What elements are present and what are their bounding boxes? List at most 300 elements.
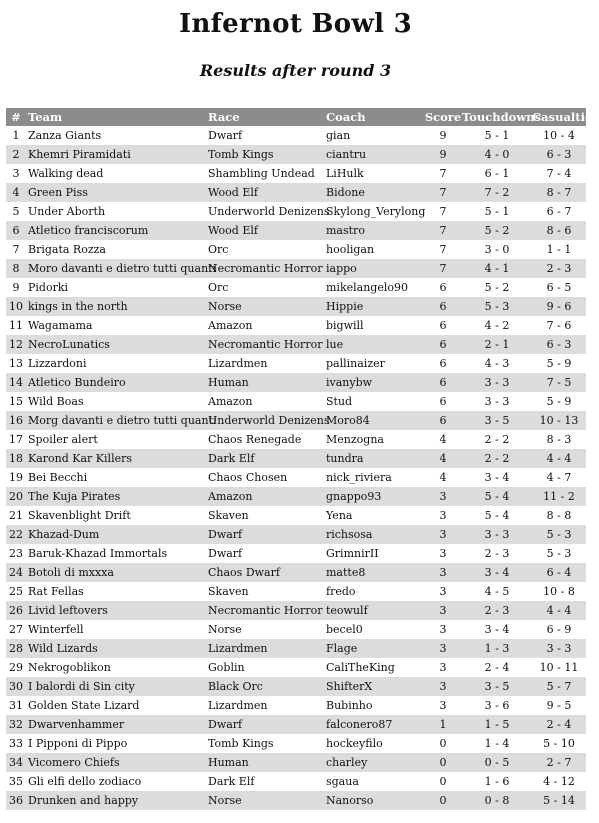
table-row — [6, 316, 586, 335]
cell-casualties: 6 - 9 — [546, 623, 572, 636]
cell-score: 4 — [439, 433, 447, 446]
cell-race: Chaos Dwarf — [208, 566, 280, 579]
cell-rank: 7 — [12, 243, 20, 256]
cell-team: Bei Becchi — [28, 471, 88, 484]
table-row — [6, 563, 586, 582]
cell-rank: 27 — [9, 623, 23, 636]
cell-team: Atletico franciscorum — [28, 224, 149, 237]
cell-touchdowns: 5 - 4 — [484, 509, 510, 522]
cell-coach: Skylong_Verylong — [326, 205, 426, 218]
cell-team: Baruk-Khazad Immortals — [28, 547, 168, 560]
cell-touchdowns: 3 - 3 — [484, 528, 510, 541]
cell-touchdowns: 3 - 6 — [484, 699, 510, 712]
cell-coach: becel0 — [326, 623, 363, 636]
cell-casualties: 8 - 6 — [546, 224, 572, 237]
cell-casualties: 1 - 1 — [546, 243, 572, 256]
table-row — [6, 620, 586, 639]
cell-casualties: 5 - 10 — [543, 737, 575, 750]
cell-rank: 12 — [9, 338, 23, 351]
table-row — [6, 354, 586, 373]
cell-race: Skaven — [208, 585, 249, 598]
cell-score: 7 — [439, 186, 447, 199]
cell-score: 3 — [439, 680, 447, 693]
table-row — [6, 582, 586, 601]
cell-casualties: 7 - 6 — [546, 319, 572, 332]
cell-team: Nekrogoblikon — [28, 661, 111, 674]
table-row — [6, 791, 586, 810]
cell-touchdowns: 3 - 4 — [484, 471, 510, 484]
cell-casualties: 4 - 4 — [546, 452, 572, 465]
cell-coach: Yena — [326, 509, 353, 522]
cell-race: Necromantic Horror — [208, 338, 323, 351]
cell-casualties: 2 - 7 — [546, 756, 572, 769]
table-row — [6, 430, 586, 449]
cell-rank: 31 — [9, 699, 23, 712]
cell-team: Morg davanti e dietro tutti quanti — [28, 414, 217, 427]
cell-team: Rat Fellas — [28, 585, 84, 598]
cell-casualties: 6 - 3 — [546, 338, 572, 351]
page-title: Infernot Bowl 3 — [178, 9, 412, 39]
cell-rank: 15 — [9, 395, 23, 408]
table-row — [6, 715, 586, 734]
column-header-team: Team — [28, 110, 63, 124]
cell-touchdowns: 3 - 5 — [484, 414, 510, 427]
cell-coach: Flage — [326, 642, 358, 655]
cell-casualties: 6 - 4 — [546, 566, 572, 579]
cell-touchdowns: 2 - 2 — [484, 452, 510, 465]
cell-race: Skaven — [208, 509, 249, 522]
cell-score: 7 — [439, 243, 447, 256]
table-row — [6, 278, 586, 297]
cell-score: 7 — [439, 224, 447, 237]
cell-team: Khazad-Dum — [28, 528, 100, 541]
cell-race: Shambling Undead — [208, 167, 315, 180]
cell-coach: Stud — [326, 395, 353, 408]
cell-team: Pidorki — [28, 281, 69, 294]
cell-rank: 20 — [9, 490, 23, 503]
cell-score: 4 — [439, 471, 447, 484]
cell-team: Under Aborth — [28, 205, 106, 218]
cell-score: 0 — [439, 775, 447, 788]
cell-rank: 5 — [12, 205, 20, 218]
cell-touchdowns: 5 - 2 — [484, 224, 510, 237]
cell-race: Norse — [208, 623, 242, 636]
table-row — [6, 658, 586, 677]
cell-coach: pallinaizer — [326, 357, 385, 370]
cell-team: Karond Kar Killers — [28, 452, 132, 465]
cell-score: 6 — [439, 376, 447, 389]
cell-casualties: 4 - 7 — [546, 471, 572, 484]
table-row — [6, 772, 586, 791]
cell-touchdowns: 3 - 4 — [484, 566, 510, 579]
cell-rank: 4 — [12, 186, 20, 199]
cell-coach: gian — [326, 129, 351, 142]
table-body — [6, 126, 586, 810]
cell-team: Moro davanti e dietro tutti quanti — [28, 262, 217, 275]
cell-rank: 32 — [9, 718, 23, 731]
cell-team: Golden State Lizard — [28, 699, 140, 712]
cell-casualties: 11 - 2 — [543, 490, 575, 503]
cell-touchdowns: 3 - 3 — [484, 395, 510, 408]
cell-touchdowns: 2 - 3 — [484, 547, 510, 560]
cell-team: Walking dead — [28, 167, 104, 180]
cell-team: Spoiler alert — [28, 433, 98, 446]
column-header-casualties: Casualties — [532, 110, 599, 124]
cell-coach: falconero87 — [326, 718, 393, 731]
cell-coach: gnappo93 — [326, 490, 382, 503]
cell-team: kings in the north — [28, 300, 128, 313]
cell-race: Norse — [208, 300, 242, 313]
cell-race: Necromantic Horror — [208, 604, 323, 617]
cell-touchdowns: 3 - 0 — [484, 243, 510, 256]
cell-touchdowns: 5 - 1 — [484, 205, 510, 218]
cell-team: Skavenblight Drift — [28, 509, 131, 522]
cell-score: 0 — [439, 756, 447, 769]
cell-rank: 6 — [12, 224, 20, 237]
cell-coach: Moro84 — [326, 414, 370, 427]
cell-casualties: 8 - 3 — [546, 433, 572, 446]
cell-team: Gli elfi dello zodiaco — [28, 775, 142, 788]
cell-casualties: 9 - 5 — [546, 699, 572, 712]
cell-rank: 2 — [12, 148, 20, 161]
cell-touchdowns: 0 - 5 — [484, 756, 510, 769]
cell-team: The Kuja Pirates — [28, 490, 121, 503]
cell-touchdowns: 6 - 1 — [484, 167, 510, 180]
table-row — [6, 677, 586, 696]
table-row — [6, 753, 586, 772]
cell-score: 3 — [439, 623, 447, 636]
cell-touchdowns: 5 - 1 — [484, 129, 510, 142]
page-subtitle: Results after round 3 — [199, 61, 392, 80]
cell-score: 1 — [439, 718, 447, 731]
cell-team: Green Piss — [28, 186, 88, 199]
cell-rank: 14 — [9, 376, 23, 389]
cell-coach: hockeyfilo — [326, 737, 383, 750]
table-row — [6, 392, 586, 411]
cell-casualties: 2 - 3 — [546, 262, 572, 275]
cell-race: Tomb Kings — [208, 737, 274, 750]
cell-race: Orc — [208, 243, 229, 256]
table-row — [6, 734, 586, 753]
cell-race: Dwarf — [208, 718, 243, 731]
cell-score: 0 — [439, 794, 447, 807]
cell-score: 6 — [439, 319, 447, 332]
cell-coach: matte8 — [326, 566, 366, 579]
cell-score: 6 — [439, 395, 447, 408]
cell-casualties: 4 - 4 — [546, 604, 572, 617]
cell-touchdowns: 1 - 3 — [484, 642, 510, 655]
cell-race: Lizardmen — [208, 642, 268, 655]
cell-score: 3 — [439, 661, 447, 674]
cell-coach: Bidone — [326, 186, 365, 199]
table-row — [6, 544, 586, 563]
cell-race: Wood Elf — [208, 224, 258, 237]
cell-coach: iappo — [326, 262, 357, 275]
cell-casualties: 4 - 12 — [543, 775, 575, 788]
cell-team: Zanza Giants — [28, 129, 102, 142]
cell-race: Dwarf — [208, 129, 243, 142]
cell-rank: 22 — [9, 528, 23, 541]
cell-team: Botoli di mxxxa — [28, 566, 114, 579]
cell-team: I Pipponi di Pippo — [28, 737, 128, 750]
cell-rank: 3 — [12, 167, 20, 180]
cell-race: Norse — [208, 794, 242, 807]
cell-touchdowns: 4 - 0 — [484, 148, 510, 161]
cell-touchdowns: 4 - 1 — [484, 262, 510, 275]
cell-casualties: 5 - 3 — [546, 528, 572, 541]
table-row — [6, 183, 586, 202]
cell-coach: sgaua — [326, 775, 359, 788]
cell-score: 6 — [439, 357, 447, 370]
cell-race: Black Orc — [208, 680, 263, 693]
cell-score: 3 — [439, 547, 447, 560]
cell-rank: 8 — [12, 262, 20, 275]
cell-race: Human — [208, 756, 249, 769]
cell-team: Drunken and happy — [28, 794, 139, 807]
cell-casualties: 7 - 4 — [546, 167, 572, 180]
cell-score: 3 — [439, 642, 447, 655]
results-table — [6, 108, 599, 810]
cell-coach: teowulf — [326, 604, 368, 617]
cell-race: Chaos Chosen — [208, 471, 288, 484]
cell-rank: 17 — [9, 433, 23, 446]
column-header-race: Race — [208, 110, 240, 124]
cell-casualties: 8 - 7 — [546, 186, 572, 199]
cell-rank: 33 — [9, 737, 23, 750]
cell-coach: GrimnirII — [326, 547, 379, 560]
table-row — [6, 335, 586, 354]
cell-rank: 21 — [9, 509, 23, 522]
cell-score: 6 — [439, 338, 447, 351]
cell-touchdowns: 2 - 4 — [484, 661, 510, 674]
table-row — [6, 297, 586, 316]
cell-rank: 23 — [9, 547, 23, 560]
cell-race: Underworld Denizens — [208, 414, 330, 427]
cell-touchdowns: 3 - 5 — [484, 680, 510, 693]
cell-score: 4 — [439, 452, 447, 465]
cell-team: Dwarvenhammer — [28, 718, 125, 731]
column-header-touchdowns: Touchdowns — [462, 110, 542, 124]
cell-score: 3 — [439, 699, 447, 712]
cell-coach: ivanybw — [326, 376, 373, 389]
cell-rank: 29 — [9, 661, 23, 674]
cell-casualties: 5 - 7 — [546, 680, 572, 693]
cell-coach: CaliTheKing — [326, 661, 395, 674]
cell-race: Orc — [208, 281, 229, 294]
cell-race: Goblin — [208, 661, 245, 674]
cell-team: Winterfell — [28, 623, 84, 636]
cell-touchdowns: 3 - 4 — [484, 623, 510, 636]
cell-score: 7 — [439, 262, 447, 275]
cell-race: Dwarf — [208, 528, 243, 541]
cell-touchdowns: 3 - 3 — [484, 376, 510, 389]
cell-touchdowns: 0 - 8 — [484, 794, 510, 807]
cell-touchdowns: 5 - 2 — [484, 281, 510, 294]
cell-team: Lizzardoni — [28, 357, 87, 370]
cell-casualties: 5 - 3 — [546, 547, 572, 560]
cell-touchdowns: 4 - 3 — [484, 357, 510, 370]
cell-coach: Hippie — [326, 300, 364, 313]
cell-rank: 11 — [9, 319, 23, 332]
cell-casualties: 6 - 5 — [546, 281, 572, 294]
cell-touchdowns: 7 - 2 — [484, 186, 510, 199]
cell-score: 3 — [439, 509, 447, 522]
cell-score: 6 — [439, 281, 447, 294]
cell-casualties: 3 - 3 — [546, 642, 572, 655]
cell-touchdowns: 1 - 5 — [484, 718, 510, 731]
cell-race: Dark Elf — [208, 775, 255, 788]
cell-coach: mastro — [326, 224, 365, 237]
cell-team: Wild Lizards — [28, 642, 98, 655]
table-row — [6, 221, 586, 240]
cell-score: 9 — [439, 129, 447, 142]
cell-rank: 26 — [9, 604, 23, 617]
cell-team: Khemri Piramidati — [28, 148, 131, 161]
cell-coach: Nanorso — [326, 794, 374, 807]
cell-team: Atletico Bundeiro — [28, 376, 126, 389]
cell-race: Amazon — [208, 490, 253, 503]
cell-rank: 28 — [9, 642, 23, 655]
table-row — [6, 202, 586, 221]
cell-score: 7 — [439, 167, 447, 180]
table-row — [6, 468, 586, 487]
cell-casualties: 9 - 6 — [546, 300, 572, 313]
cell-coach: lue — [326, 338, 344, 351]
cell-casualties: 5 - 14 — [543, 794, 575, 807]
cell-score: 3 — [439, 490, 447, 503]
cell-touchdowns: 2 - 1 — [484, 338, 510, 351]
cell-casualties: 6 - 3 — [546, 148, 572, 161]
cell-race: Dwarf — [208, 547, 243, 560]
cell-casualties: 5 - 9 — [546, 395, 572, 408]
table-row — [6, 525, 586, 544]
cell-team: I balordi di Sin city — [28, 680, 135, 693]
column-header-coach: Coach — [326, 110, 366, 124]
cell-touchdowns: 5 - 4 — [484, 490, 510, 503]
cell-race: Lizardmen — [208, 357, 268, 370]
cell-race: Underworld Denizens — [208, 205, 330, 218]
table-row — [6, 164, 586, 183]
table-row — [6, 639, 586, 658]
cell-coach: nick_riviera — [326, 471, 392, 484]
table-row — [6, 487, 586, 506]
cell-casualties: 10 - 13 — [539, 414, 579, 427]
cell-rank: 16 — [9, 414, 23, 427]
cell-rank: 9 — [12, 281, 20, 294]
table-row — [6, 126, 586, 145]
cell-rank: 35 — [9, 775, 23, 788]
cell-rank: 1 — [12, 129, 20, 142]
cell-coach: ShifterX — [326, 680, 373, 693]
cell-team: NecroLunatics — [28, 338, 110, 351]
cell-team: Wild Boas — [28, 395, 84, 408]
cell-race: Chaos Renegade — [208, 433, 302, 446]
cell-casualties: 7 - 5 — [546, 376, 572, 389]
cell-coach: fredo — [326, 585, 356, 598]
cell-coach: hooligan — [326, 243, 375, 256]
cell-coach: richsosa — [326, 528, 373, 541]
cell-score: 6 — [439, 414, 447, 427]
cell-coach: ciantru — [326, 148, 367, 161]
cell-casualties: 10 - 8 — [543, 585, 575, 598]
column-header-rank: # — [11, 110, 21, 124]
cell-rank: 19 — [9, 471, 23, 484]
cell-casualties: 6 - 7 — [546, 205, 572, 218]
cell-rank: 25 — [9, 585, 23, 598]
cell-rank: 13 — [9, 357, 23, 370]
table-header-row — [6, 108, 586, 126]
cell-score: 3 — [439, 528, 447, 541]
cell-score: 3 — [439, 566, 447, 579]
cell-touchdowns: 4 - 2 — [484, 319, 510, 332]
cell-race: Amazon — [208, 319, 253, 332]
cell-score: 0 — [439, 737, 447, 750]
cell-casualties: 5 - 9 — [546, 357, 572, 370]
cell-score: 3 — [439, 585, 447, 598]
cell-race: Tomb Kings — [208, 148, 274, 161]
cell-coach: Menzogna — [326, 433, 384, 446]
cell-touchdowns: 2 - 3 — [484, 604, 510, 617]
table-row — [6, 145, 586, 164]
cell-touchdowns: 1 - 6 — [484, 775, 510, 788]
table-row — [6, 696, 586, 715]
cell-coach: bigwill — [326, 319, 364, 332]
cell-touchdowns: 5 - 3 — [484, 300, 510, 313]
cell-rank: 30 — [9, 680, 23, 693]
table-row — [6, 506, 586, 525]
cell-rank: 18 — [9, 452, 23, 465]
table-row — [6, 240, 586, 259]
cell-casualties: 10 - 4 — [543, 129, 575, 142]
cell-rank: 36 — [9, 794, 23, 807]
cell-casualties: 2 - 4 — [546, 718, 572, 731]
cell-team: Brigata Rozza — [28, 243, 106, 256]
cell-coach: tundra — [326, 452, 364, 465]
table-row — [6, 449, 586, 468]
cell-rank: 34 — [9, 756, 23, 769]
cell-race: Necromantic Horror — [208, 262, 323, 275]
table-row — [6, 373, 586, 392]
cell-team: Wagamama — [28, 319, 93, 332]
cell-rank: 24 — [9, 566, 23, 579]
cell-race: Amazon — [208, 395, 253, 408]
cell-race: Human — [208, 376, 249, 389]
cell-touchdowns: 1 - 4 — [484, 737, 510, 750]
cell-score: 7 — [439, 205, 447, 218]
cell-coach: charley — [326, 756, 368, 769]
cell-rank: 10 — [9, 300, 23, 313]
cell-team: Livid leftovers — [28, 604, 108, 617]
column-header-score: Score — [424, 110, 462, 124]
table-row — [6, 411, 586, 430]
cell-touchdowns: 4 - 5 — [484, 585, 510, 598]
cell-coach: Bubinho — [326, 699, 373, 712]
cell-score: 6 — [439, 300, 447, 313]
cell-team: Vicomero Chiefs — [28, 756, 120, 769]
cell-casualties: 10 - 11 — [539, 661, 579, 674]
cell-touchdowns: 2 - 2 — [484, 433, 510, 446]
cell-coach: mikelangelo90 — [326, 281, 408, 294]
cell-coach: LiHulk — [326, 167, 364, 180]
cell-race: Dark Elf — [208, 452, 255, 465]
cell-score: 9 — [439, 148, 447, 161]
cell-casualties: 8 - 8 — [546, 509, 572, 522]
table-row — [6, 601, 586, 620]
table-row — [6, 259, 586, 278]
cell-race: Wood Elf — [208, 186, 258, 199]
cell-score: 3 — [439, 604, 447, 617]
cell-race: Lizardmen — [208, 699, 268, 712]
